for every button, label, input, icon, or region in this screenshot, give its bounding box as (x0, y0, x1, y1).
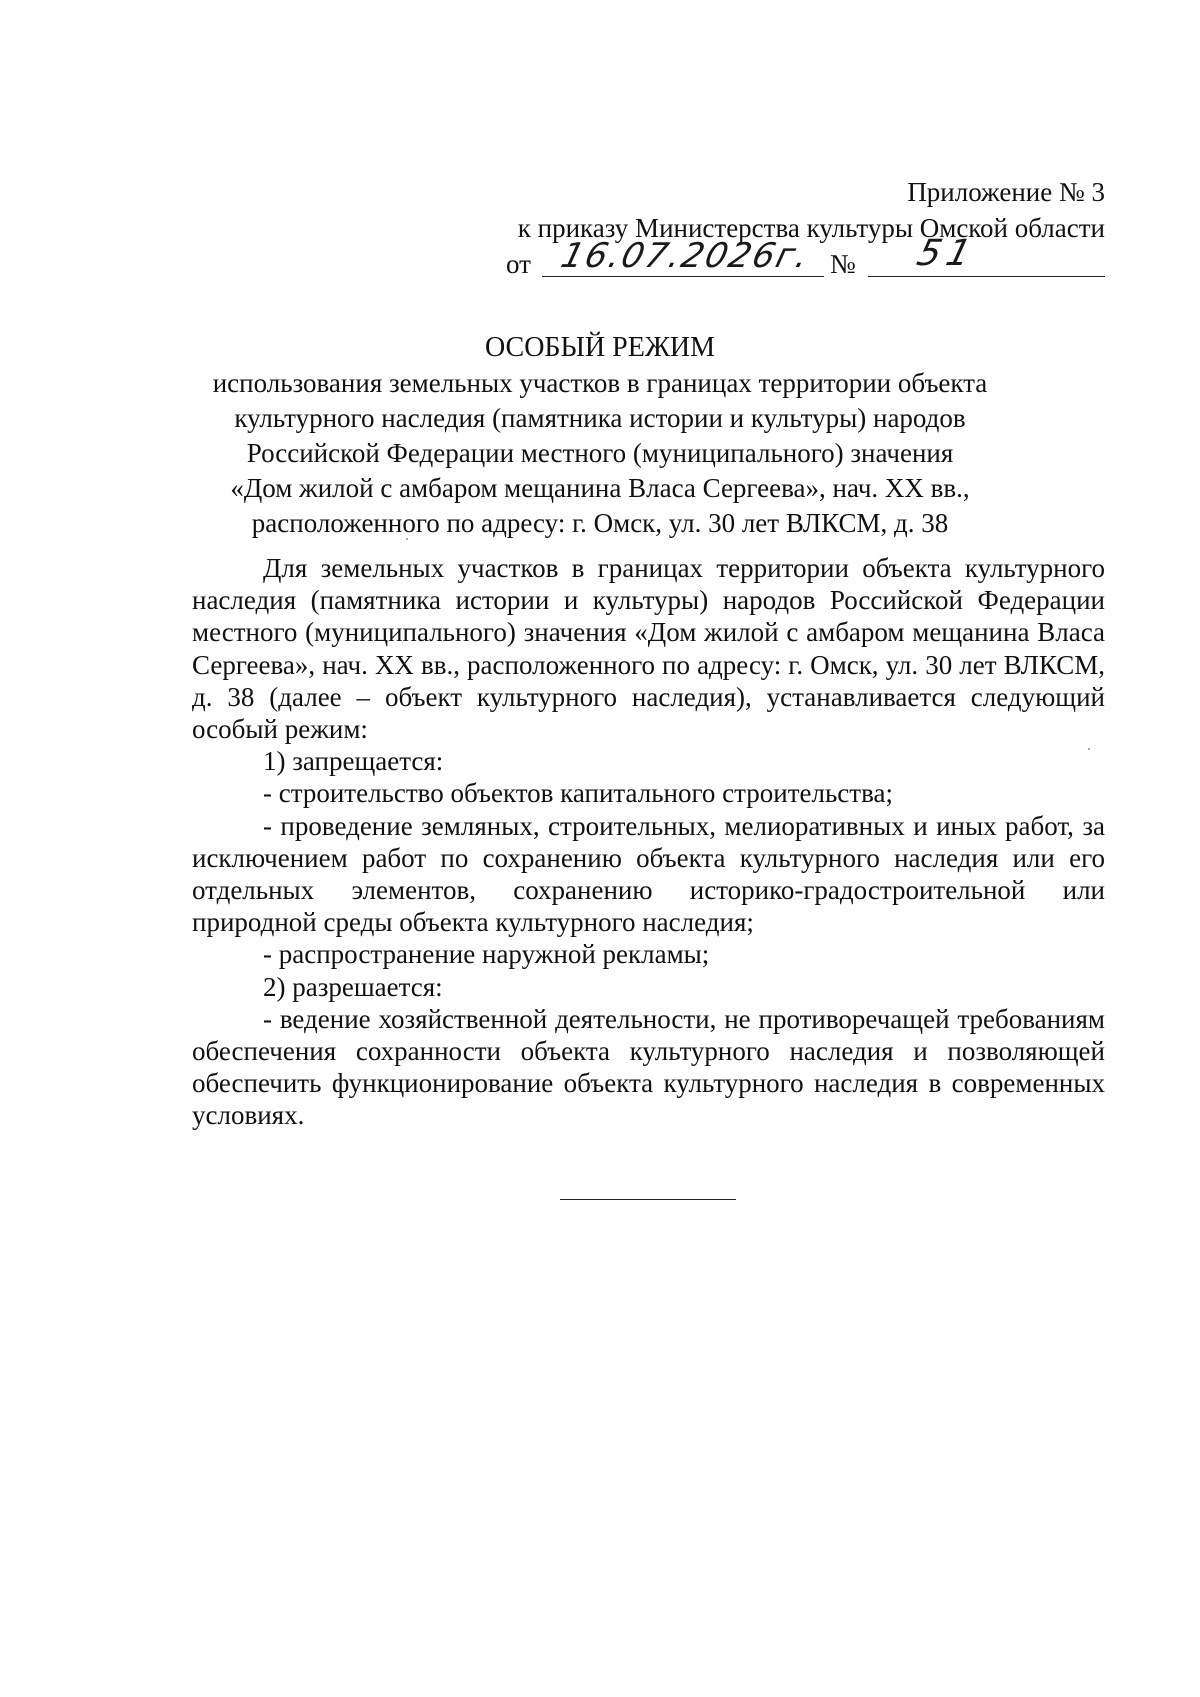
date-number-line (500, 233, 1105, 286)
number-prefix: № (830, 249, 856, 279)
handwritten-number: 51 (913, 233, 982, 274)
subtitle-line: «Дом жилой с амбаром мещанина Власа Сергеева», нач. XX вв., (230, 473, 970, 503)
scan-speck (1088, 748, 1090, 750)
permitted-item-activity: - ведение хозяйственной деятельности, не противоречащей требованиям обеспечения сохранности объекта культурного наследия и позволяющей обеспечить функционирование объекта культурного наследия в современных условиях. (192, 1003, 1105, 1131)
order-reference: к приказу Министерства культуры Омской области (517, 213, 1105, 243)
scan-speck (406, 538, 408, 540)
closing-separator-line (560, 1199, 736, 1200)
prohibited-item-works: - проведение земляных, строительных, мелиоративных и иных работ, за исключением работ по сохранению объекта культурного наследия или его отдельных элементов, сохранению историко-градостроительной или природной среды объекта культурного наследия; (192, 810, 1105, 938)
document-subtitle (150, 366, 1050, 541)
prohibited-label: 1) запрещается: (263, 746, 444, 777)
appendix-header (500, 174, 1105, 286)
date-underline (542, 276, 824, 277)
date-prefix: от (506, 249, 531, 279)
subtitle-line: Российской Федерации местного (муниципального) значения (246, 438, 954, 468)
appendix-label: Приложение № 3 (907, 177, 1105, 207)
prohibited-item-construction: - строительство объектов капитального строительства; (263, 778, 893, 809)
number-underline (868, 276, 1105, 277)
subtitle-line: культурного наследия (памятника истории и культуры) народов (234, 403, 966, 433)
document-title: ОСОБЫЙ РЕЖИМ (484, 332, 716, 363)
document-body (192, 552, 1105, 1132)
subtitle-line: использования земельных участков в границах территории объекта (212, 368, 988, 398)
prohibited-item-advertising: - распространение наружной рекламы; (263, 939, 710, 970)
handwritten-date: 16.07.2026г. (557, 236, 815, 276)
intro-paragraph: Для земельных участков в границах территории объекта культурного наследия (памятника истории и культуры) народов Российской Федерации местного (муниципального) значения «Дом жилой с амбаром мещанина Власа Сергеева», нач. XX вв., расположенного по адресу: г. Омск, ул. 30 лет ВЛКСМ, д. 38 (далее – объект культурного наследия), устанавливается следующий особый режим: (192, 553, 1105, 745)
permitted-label: 2) разрешается: (263, 971, 443, 1002)
subtitle-line: расположенного по адресу: г. Омск, ул. 30 лет ВЛКСМ, д. 38 (251, 508, 949, 538)
